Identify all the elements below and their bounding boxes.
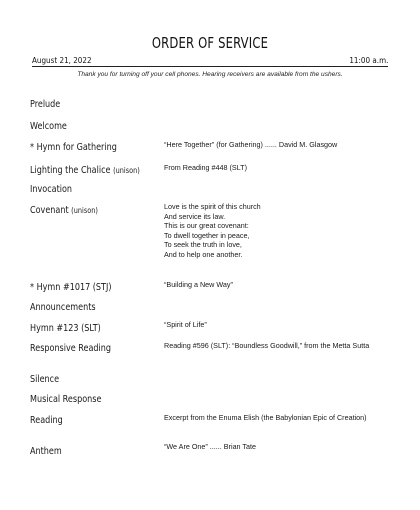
order-item-announcements — [30, 302, 96, 313]
item-qualifier: (unison) — [71, 206, 98, 215]
page-title: ORDER OF SERVICE — [151, 34, 269, 52]
detail-line: Reading #596 (SLT): “Boundless Goodwill,” from the Metta Sutta — [164, 341, 370, 350]
item-detail-responsive-reading — [164, 341, 374, 351]
item-detail-lighting-chalice — [164, 163, 384, 173]
item-label: * Hymn #1017 (STJ) — [30, 282, 112, 293]
order-item-welcome — [30, 121, 67, 132]
item-label: Invocation — [30, 184, 73, 195]
item-label: Welcome — [30, 121, 67, 132]
item-detail-covenant — [164, 202, 384, 260]
order-item-anthem — [30, 446, 62, 457]
item-label: Anthem — [30, 446, 62, 457]
detail-line: “Here Together” (for Gathering) ...... David M. Glasgow — [164, 140, 338, 149]
item-label: Lighting the Chalice — [30, 165, 111, 176]
phone-notice: Thank you for turning off your cell phones. Hearing receivers are available from the ushers. — [77, 71, 343, 78]
order-item-hymn-123 — [30, 323, 101, 334]
item-label: Covenant — [30, 205, 69, 216]
order-item-covenant — [30, 205, 98, 216]
item-detail-reading — [164, 413, 376, 423]
detail-line: And to help one another. — [164, 249, 243, 259]
detail-line: This is our great covenant: — [164, 221, 249, 231]
service-time: 11:00 a.m. — [348, 56, 388, 65]
item-label: Hymn #123 (SLT) — [30, 323, 101, 334]
item-label: * Hymn for Gathering — [30, 142, 117, 153]
service-date: August 21, 2022 — [32, 56, 92, 65]
order-item-prelude — [30, 99, 60, 110]
item-detail-hymn-123 — [164, 320, 384, 330]
order-item-musical-response — [30, 394, 101, 405]
item-label: Silence — [30, 374, 60, 385]
detail-line: Love is the spirit of this church — [164, 202, 261, 211]
item-label: Prelude — [30, 99, 61, 110]
order-item-reading — [30, 415, 63, 426]
order-item-invocation — [30, 184, 72, 195]
item-detail-hymn-1017 — [164, 280, 384, 290]
detail-line: Excerpt from the Enuma Elish (the Babylonian Epic of Creation) — [164, 413, 367, 422]
order-item-responsive-reading — [30, 343, 111, 354]
item-detail-hymn-gathering — [164, 140, 384, 150]
item-label: Responsive Reading — [30, 343, 112, 354]
detail-line: To dwell together in peace, — [164, 230, 250, 240]
item-label: Reading — [30, 415, 63, 426]
detail-line: From Reading #448 (SLT) — [164, 163, 247, 172]
item-label: Announcements — [30, 302, 96, 313]
header-rule — [32, 66, 388, 67]
detail-line: To seek the truth in love, — [164, 240, 242, 250]
item-detail-anthem — [164, 442, 384, 452]
detail-line: “Building a New Way” — [164, 280, 233, 289]
order-item-lighting-chalice — [30, 165, 140, 176]
detail-line: And service its law. — [164, 211, 226, 221]
item-label: Musical Response — [30, 394, 102, 405]
order-item-silence — [30, 374, 59, 385]
detail-line: “Spirit of Life” — [164, 320, 207, 329]
item-qualifier: (unison) — [113, 166, 140, 175]
detail-line: “We Are One” ...... Brian Tate — [164, 442, 257, 451]
order-item-hymn-gathering — [30, 142, 117, 153]
order-item-hymn-1017 — [30, 282, 112, 293]
